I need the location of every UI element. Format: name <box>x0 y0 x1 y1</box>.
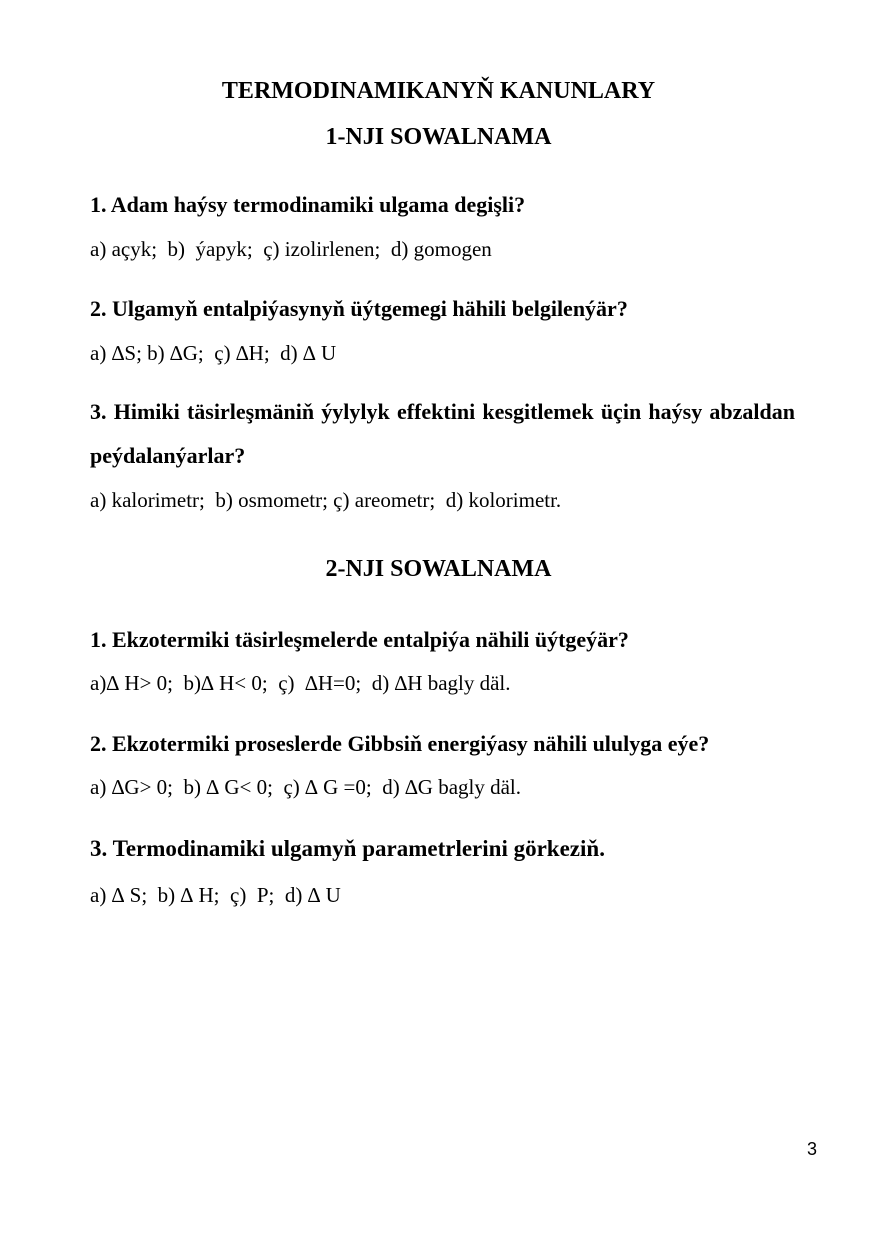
section-title: 2-NJI SOWALNAMA <box>325 556 552 582</box>
document-title: TERMODINAMIKANYŇ KANUNLARY <box>221 78 656 104</box>
question-text: 3. Himiki täsirleşmäniň ýylylyk effektini kesgitlemek üçin haýsy abzaldan peýdalanýarlar? <box>90 399 795 468</box>
page-number: 3 <box>806 1139 817 1159</box>
answer-options: a)∆ H> 0; b)∆ H< 0; ç) ∆H=0; d) ∆H bagly däl. <box>90 671 511 695</box>
question-text: 3. Termodinamiki ulgamyň parametrlerini görkeziň. <box>90 836 605 861</box>
answer-options: a) kalorimetr; b) osmometr; ç) areometr; d) kolorimetr. <box>90 488 562 512</box>
question-text: 1. Adam haýsy termodinamiki ulgama degişli? <box>90 192 526 217</box>
answer-options: a) ∆G> 0; b) ∆ G< 0; ç) ∆ G =0; d) ∆G bagly däl. <box>90 775 522 799</box>
answer-options: a) açyk; b) ýapyk; ç) izolirlenen; d) gomogen <box>90 237 492 261</box>
answer-options: a) ∆ S; b) ∆ H; ç) P; d) ∆ U <box>90 883 341 907</box>
section-title: 1-NJI SOWALNAMA <box>325 124 552 150</box>
question-text: 2. Ekzotermiki proseslerde Gibbsiň energiýasy nähili ululyga eýe? <box>90 731 710 756</box>
question-text: 1. Ekzotermiki täsirleşmelerde entalpiýa nähili üýtgeýär? <box>90 627 629 652</box>
question-text: 2. Ulgamyň entalpiýasynyň üýtgemegi hähili belgilenýär? <box>90 296 628 321</box>
answer-options: a) ∆S; b) ∆G; ç) ∆H; d) ∆ U <box>90 341 337 365</box>
